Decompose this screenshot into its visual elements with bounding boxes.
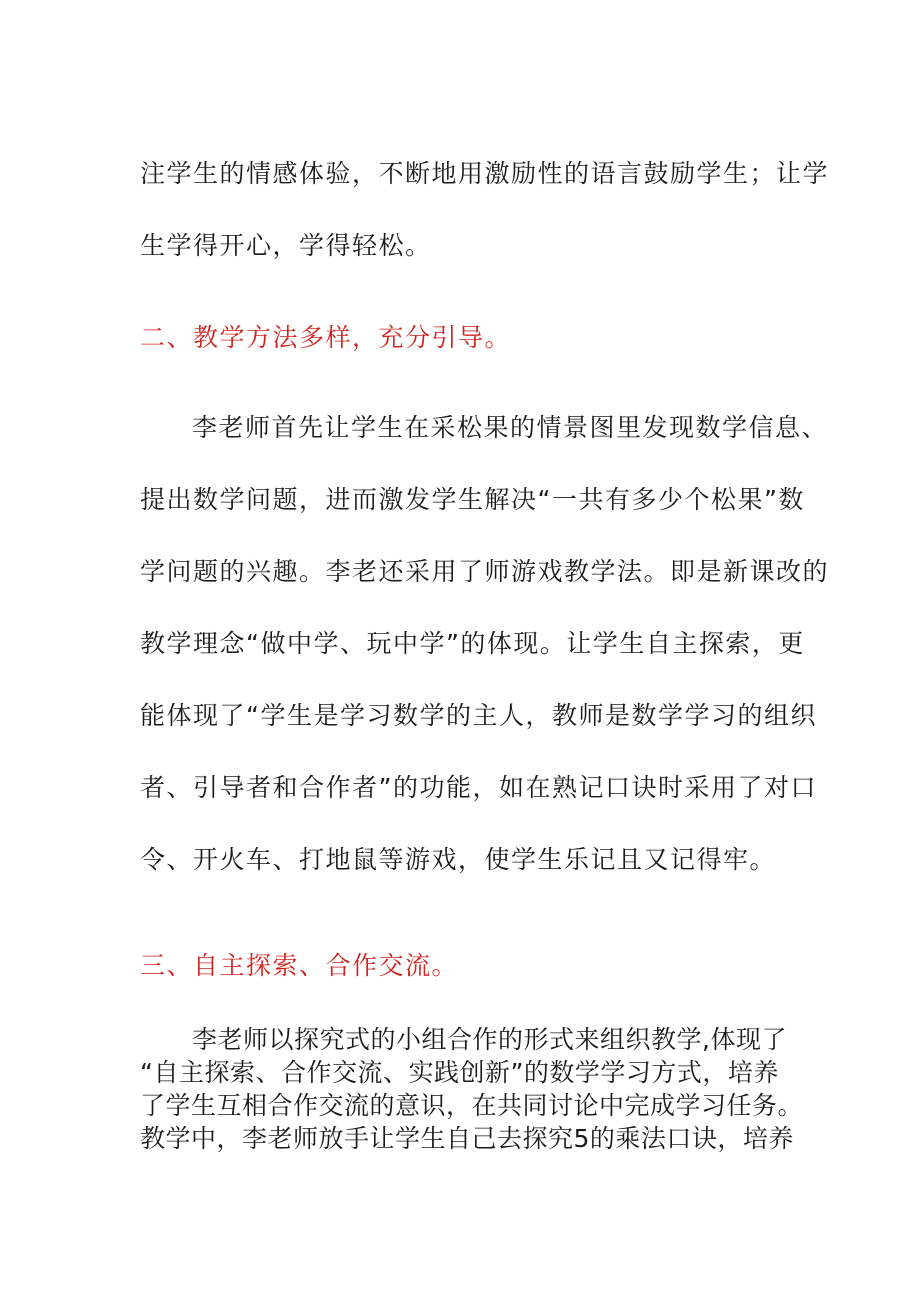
paragraph-line: 者、引导者和合作者”的功能，如在熟记口诀时采用了对口 (140, 773, 817, 802)
paragraph-line: 了学生互相合作交流的意识，在共同讨论中完成学习任务。 (140, 1091, 804, 1120)
section-heading-3: 三、自主探索、合作交流。 (140, 951, 459, 980)
paragraph-line: 学问题的兴趣。李老还采用了师游戏教学法。即是新课改的 (140, 557, 830, 586)
paragraph-line: 注学生的情感体验，不断地用激励性的语言鼓励学生；让学 (140, 159, 830, 188)
section-heading-2: 二、教学方法多样，充分引导。 (140, 323, 512, 352)
paragraph-line: “自主探索、合作交流、实践创新”的数学学习方式，培养 (140, 1058, 779, 1087)
paragraph-line: 提出数学问题，进而激发学生解决“一共有多少个松果”数 (140, 485, 805, 514)
paragraph-line: 生学得开心，学得轻松。 (140, 231, 432, 260)
paragraph-line: 令、开火车、打地鼠等游戏，使学生乐记且又记得牢。 (140, 845, 777, 874)
paragraph-line: 教学理念“做中学、玩中学”的体现。让学生自主探索，更 (140, 629, 805, 658)
paragraph-line: 教学中，李老师放手让学生自己去探究5的乘法口诀，培养 (140, 1124, 794, 1153)
paragraph-line: 李老师以探究式的小组合作的形式来组织教学,体现了 (192, 1025, 787, 1054)
paragraph-line: 李老师首先让学生在采松果的情景图里发现数学信息、 (192, 413, 829, 442)
paragraph-line: 能体现了“学生是学习数学的主人，教师是数学学习的组织 (140, 701, 817, 730)
